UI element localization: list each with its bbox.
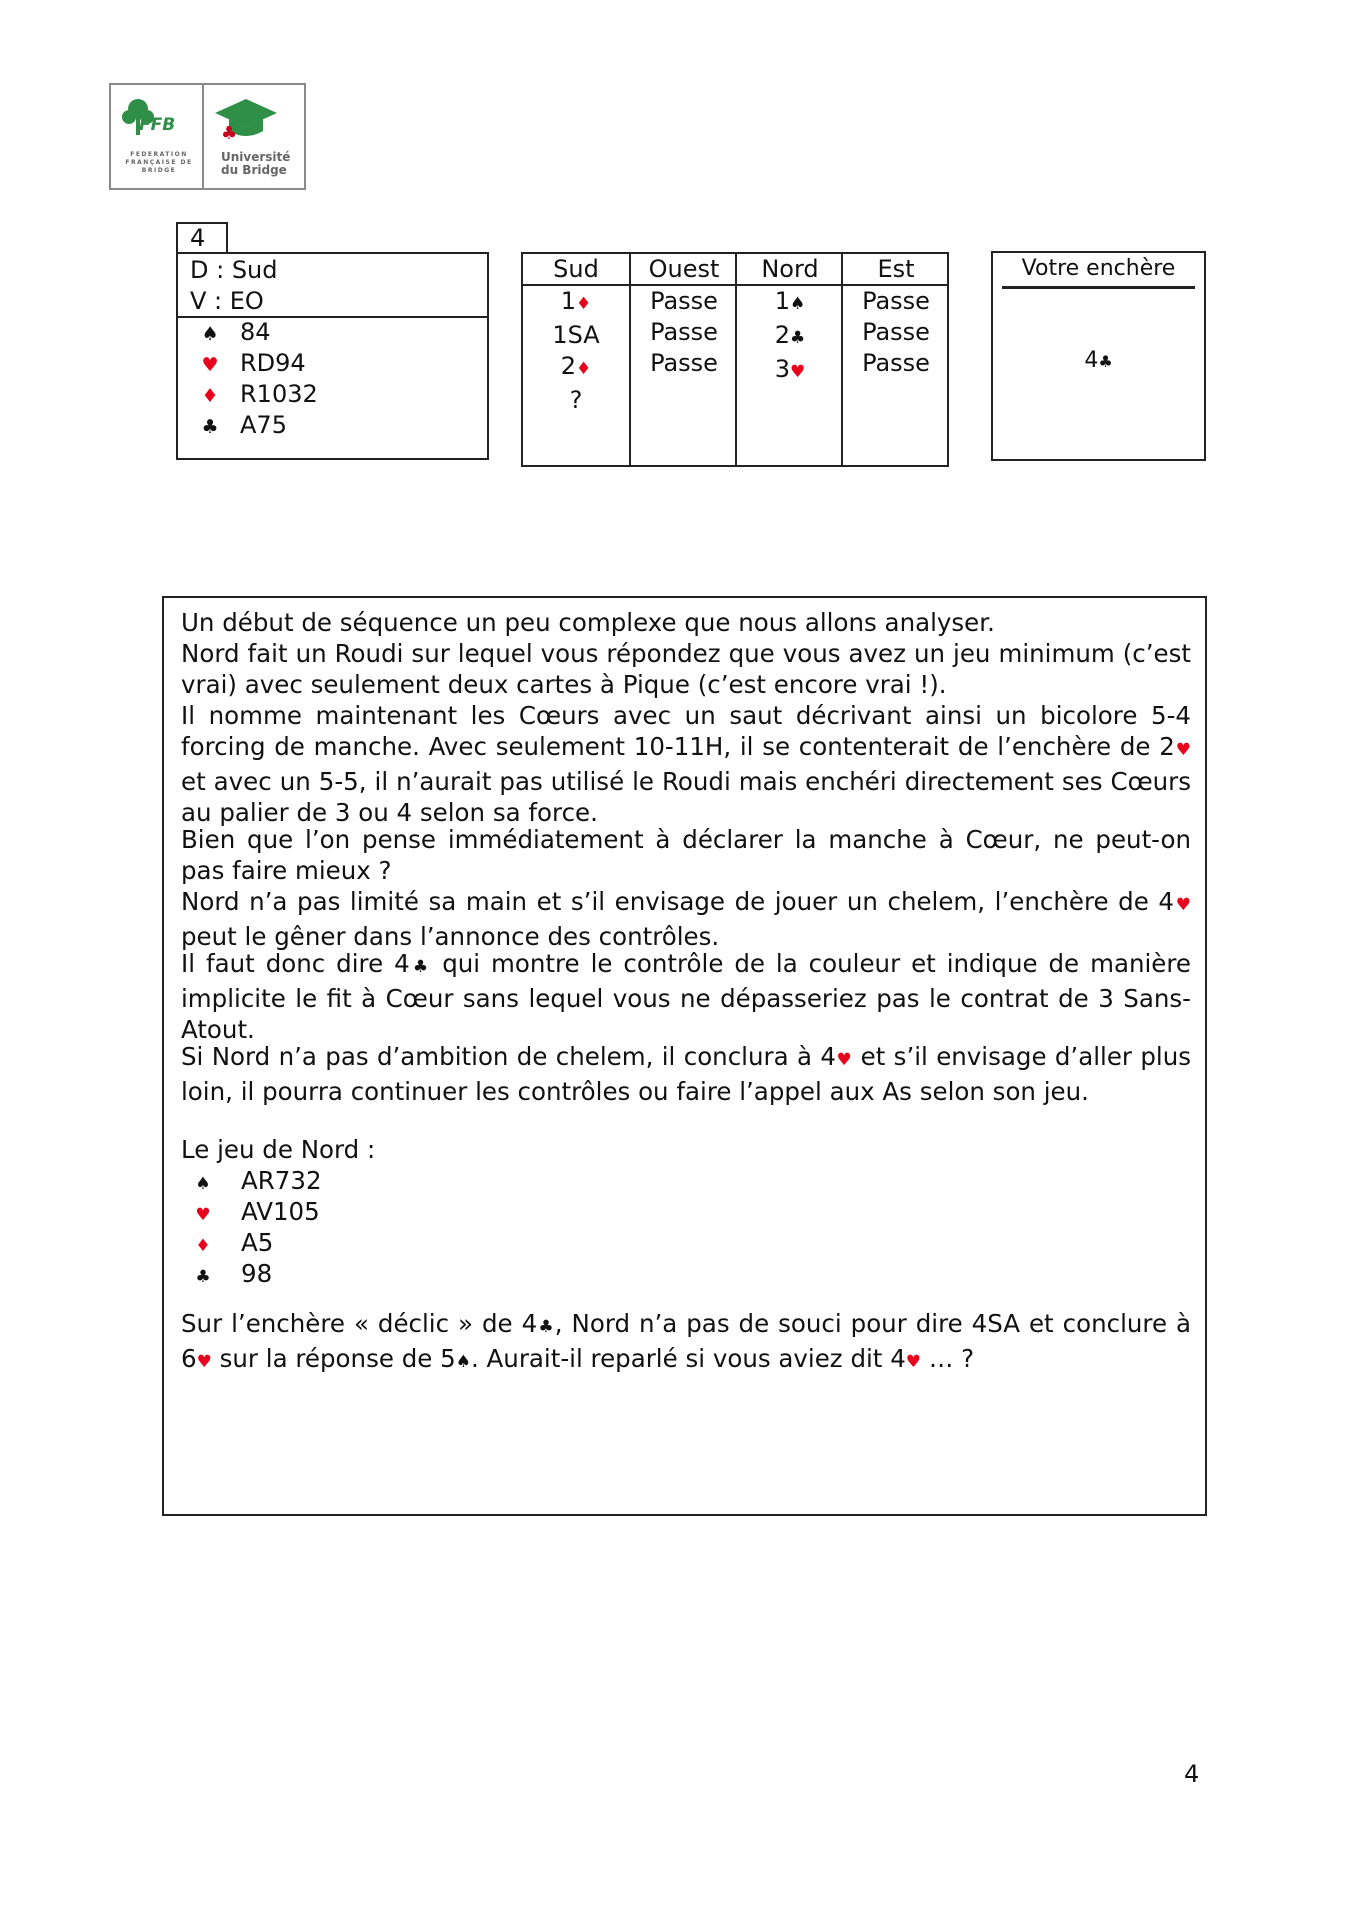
ffb-logo	[109, 83, 306, 190]
spade-icon: ♠	[790, 294, 806, 314]
answer-bid	[993, 348, 1204, 373]
page-number: 4	[1184, 1760, 1200, 1788]
bidding-column-est	[841, 254, 949, 465]
club-icon: ♣	[409, 957, 432, 977]
comment-paragraph: Nord fait un Roudi sur lequel vous répondez que vous avez un jeu minimum (c’est vrai) avec seulement deux cartes à Pique (c’est encore vrai !).	[181, 639, 1191, 699]
bidding-column-sud	[523, 254, 629, 465]
comment-paragraph: Un début de séquence un peu complexe que nous allons analyser.	[181, 608, 995, 637]
deal-number: 4	[176, 222, 228, 254]
north-hand-hearts	[181, 1196, 320, 1231]
bid-level: 1SA	[552, 321, 600, 349]
bid-cell: Passe	[650, 349, 718, 377]
heart-icon: ♥	[1174, 740, 1191, 760]
comment-paragraph	[181, 948, 1191, 1045]
comment-text: Sur l’enchère « déclic » de 4	[181, 1309, 538, 1338]
heart-cards: AV105	[241, 1197, 320, 1226]
bid-cell	[737, 320, 843, 354]
club-icon: ♣	[537, 1317, 555, 1337]
comment-text: Il nomme maintenant les Cœurs avec un saut décrivant ainsi un bicolore 5-4 forcing de manche. Avec seulement 10-11H, il se contenterait de l’enchère de 2	[181, 701, 1191, 761]
bid-level: 1	[560, 287, 577, 315]
comment-text: peut le gêner dans l’annonce des contrôles.	[181, 922, 720, 951]
bid-cell	[737, 286, 843, 320]
diamond-icon: ♦	[201, 385, 219, 407]
club-icon: ♣	[1098, 352, 1113, 371]
comment-text: sur la réponse de 5	[211, 1344, 456, 1373]
bidding-column-ouest	[629, 254, 737, 465]
club-icon: ♣	[201, 416, 219, 438]
bid-level: 3	[774, 355, 791, 383]
universite-line1: Université	[221, 150, 291, 164]
diamond-cards: R1032	[240, 380, 318, 408]
bid-level: 1	[774, 287, 791, 315]
commentary-box	[162, 596, 1207, 1516]
north-hand-spades	[181, 1165, 322, 1200]
spade-icon: ♠	[455, 1352, 471, 1372]
spade-cards: 84	[240, 318, 271, 346]
comment-text: Nord n’a pas limité sa main et s’il envisage de jouer un chelem, l’enchère de 4	[181, 887, 1174, 916]
spade-icon: ♠	[201, 323, 219, 345]
north-hand-diamonds	[181, 1227, 273, 1262]
hand-diamonds	[190, 379, 318, 411]
diamond-icon: ♦	[195, 1236, 211, 1256]
bid-cell	[737, 354, 843, 388]
bid-level: 2	[560, 352, 577, 380]
comment-paragraph	[181, 886, 1191, 952]
heart-icon: ♥	[790, 362, 806, 382]
svg-text:♣: ♣	[221, 123, 238, 144]
heart-icon: ♥	[905, 1352, 922, 1372]
comment-text: et s’il envisage d’aller plus loin, il pourra continuer les contrôles ou faire l’appel aux As selon son jeu.	[181, 1042, 1191, 1106]
hand-hearts	[190, 348, 306, 380]
answer-title-rule	[1002, 286, 1195, 289]
comment-text: qui montre le contrôle de la couleur et indique de manière implicite le fit à Cœur sans lequel vous ne dépasseriez pas le contrat de 3 Sans-Atout.	[181, 949, 1191, 1044]
heart-icon: ♥	[196, 1352, 212, 1372]
comment-paragraph	[181, 1041, 1191, 1107]
heart-cards: RD94	[240, 349, 306, 377]
answer-title: Votre enchère	[1021, 256, 1176, 281]
hand-clubs	[190, 410, 287, 442]
ffb-subtitle: FEDERATION FRANÇAISE DE BRIDGE	[125, 151, 193, 174]
club-icon: ♣	[790, 328, 806, 348]
bidding-header-nord: Nord	[737, 254, 843, 286]
deal-box	[176, 252, 489, 460]
north-hand-title: Le jeu de Nord :	[181, 1135, 376, 1164]
comment-paragraph	[181, 1308, 1191, 1378]
graduation-cap-icon	[211, 95, 281, 147]
bid-cell: Passe	[650, 318, 718, 346]
answer-level: 4	[1084, 348, 1099, 373]
comment-text: Si Nord n’a pas d’ambition de chelem, il conclura à 4	[181, 1042, 836, 1071]
comment-text: , Nord n’a pas de souci pour dire 4SA et conclure à 6	[181, 1309, 1191, 1373]
bid-cell: Passe	[862, 349, 930, 377]
bid-level: ?	[569, 386, 583, 414]
bidding-header-ouest: Ouest	[631, 254, 737, 286]
comment-text: Il faut donc dire 4	[181, 949, 410, 978]
comment-paragraph	[181, 700, 1191, 828]
logo-divider	[202, 85, 204, 188]
club-cards: 98	[241, 1259, 273, 1288]
universite-du-bridge-label	[221, 151, 290, 177]
bid-cell	[523, 286, 629, 320]
spade-icon: ♠	[195, 1174, 211, 1194]
bid-level: 2	[774, 321, 791, 349]
bidding-header-est: Est	[843, 254, 949, 286]
vulnerability-label: V : EO	[190, 287, 264, 315]
north-hand-clubs	[181, 1258, 272, 1293]
bid-cell: Passe	[862, 287, 930, 315]
heart-icon: ♥	[1173, 895, 1191, 915]
comment-text: . Aurait-il reparlé si vous aviez dit 4	[470, 1344, 906, 1373]
comment-paragraph: Bien que l’on pense immédiatement à déclarer la manche à Cœur, ne peut-on pas faire mieux ?	[181, 825, 1191, 885]
spade-cards: AR732	[241, 1166, 322, 1195]
bid-cell	[523, 351, 629, 385]
heart-icon: ♥	[835, 1050, 853, 1070]
bidding-table	[521, 252, 949, 467]
universite-line2: du Bridge	[221, 163, 287, 177]
comment-text: et avec un 5-5, il n’aurait pas utilisé le Roudi mais enchéri directement ses Cœurs au palier de 3 ou 4 selon sa force.	[181, 767, 1191, 827]
diamond-cards: A5	[241, 1228, 274, 1257]
diamond-icon: ♦	[576, 359, 592, 379]
club-cards: A75	[240, 411, 287, 439]
bidding-header-sud: Sud	[523, 254, 629, 286]
comment-text: … ?	[921, 1344, 975, 1373]
hand-spades	[190, 317, 271, 349]
diamond-icon: ♦	[576, 294, 592, 314]
heart-icon: ♥	[195, 1205, 211, 1225]
answer-box	[991, 251, 1206, 461]
bidding-column-nord	[735, 254, 843, 465]
dealer-label: D : Sud	[190, 256, 278, 284]
heart-icon: ♥	[201, 354, 219, 376]
bid-cell: Passe	[862, 318, 930, 346]
ffb-wordmark: FFB	[139, 115, 176, 135]
bid-cell	[523, 320, 629, 351]
bid-cell	[523, 385, 629, 416]
club-icon: ♣	[195, 1267, 211, 1287]
bid-cell: Passe	[650, 287, 718, 315]
